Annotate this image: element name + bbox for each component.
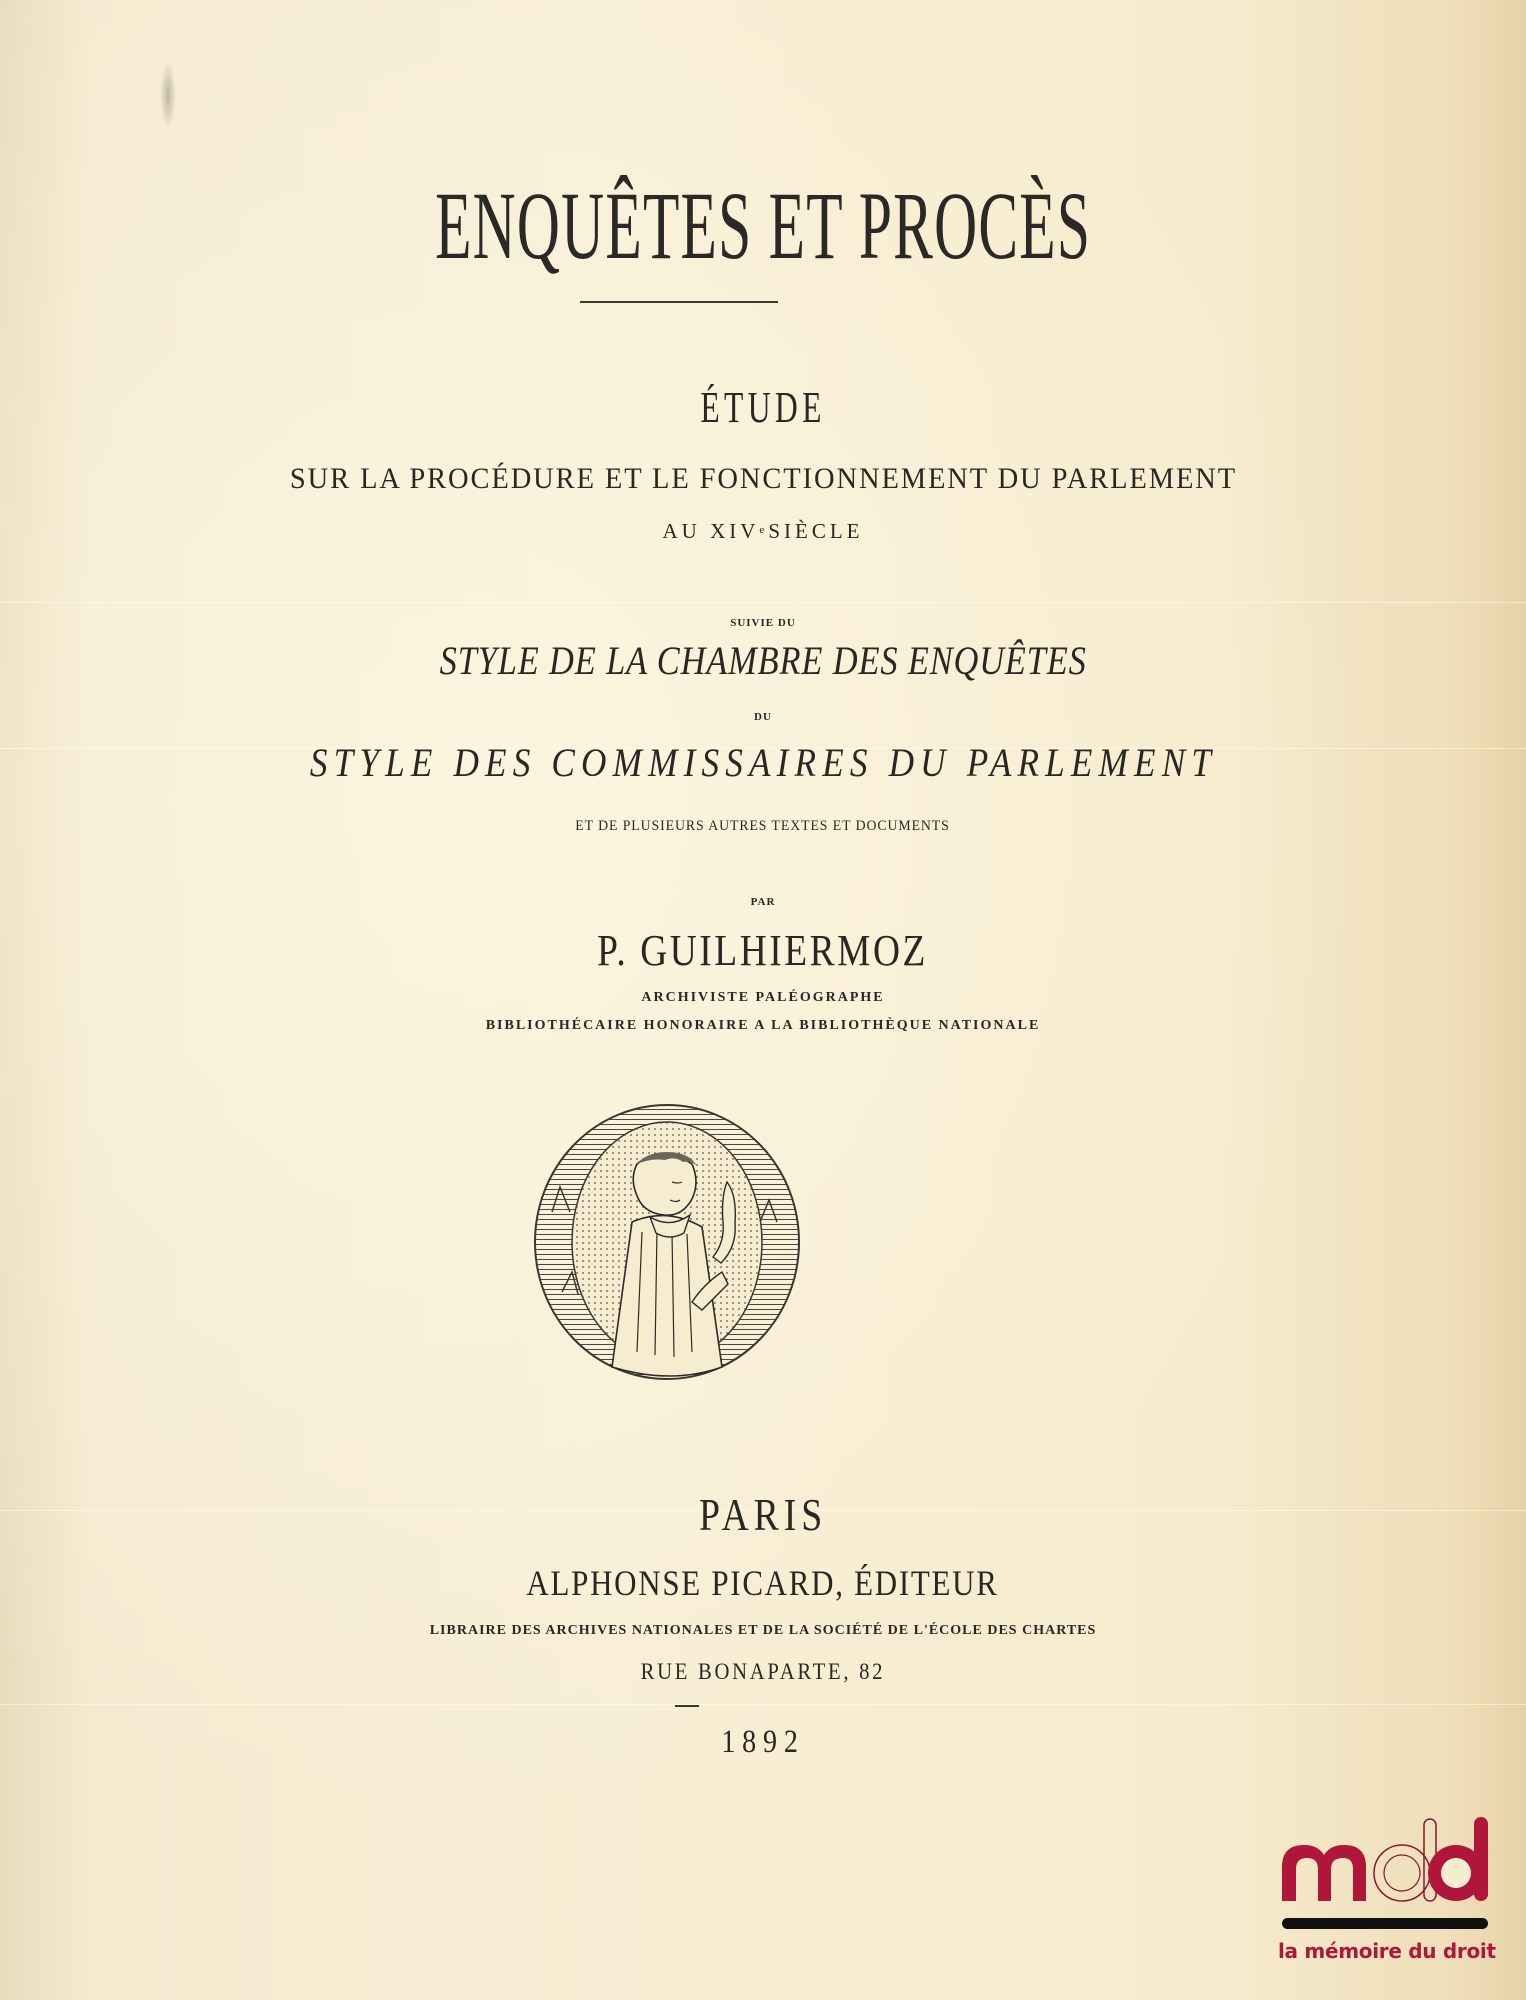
- imprint-city: PARIS: [698, 1489, 828, 1540]
- subtitle-heading: ÉTUDE: [700, 383, 826, 432]
- mdd-logo-icon: [1278, 1815, 1492, 1915]
- author-name: P. GUILHIERMOZ: [597, 926, 929, 975]
- author-title-2: BIBLIOTHÉCAIRE HONORAIRE A LA BIBLIOTHÈQUE NATIONALE: [485, 1018, 1041, 1033]
- book-title: ENQUÊTES ET PROCÈS: [434, 172, 1092, 279]
- work-title-1: STYLE DE LA CHAMBRE DES ENQUÊTES: [439, 638, 1087, 683]
- work-title-2: STYLE DES COMMISSAIRES DU PARLEMENT: [309, 740, 1217, 785]
- logo-tagline: la mémoire du droit: [1278, 1939, 1496, 1963]
- imprint-rule: [675, 1705, 699, 1707]
- imprint-year: 1892: [721, 1724, 805, 1760]
- imprint-publisher: ALPHONSE PICARD, ÉDITEUR: [526, 1563, 1000, 1603]
- century-line: AU XIVe SIÈCLE: [662, 519, 864, 543]
- scan-stripe: [0, 1704, 1526, 1705]
- imprint-address: RUE BONAPARTE, 82: [640, 1659, 886, 1684]
- connector-label: DU: [754, 711, 772, 723]
- subtitle-line: SUR LA PROCÉDURE ET LE FONCTIONNEMENT DU PARLEMENT: [289, 462, 1237, 495]
- followed-by-label: SUIVIE DU: [730, 617, 796, 629]
- imprint-publisher-description: LIBRAIRE DES ARCHIVES NATIONALES ET DE LA SOCIÉTÉ DE L'ÉCOLE DES CHARTES: [429, 1623, 1097, 1638]
- ink-stain: [160, 60, 176, 130]
- logo-bar: [1282, 1918, 1488, 1929]
- author-title-1: ARCHIVISTE PALÉOGRAPHE: [641, 990, 885, 1005]
- scan-stripe: [0, 602, 1526, 603]
- additional-texts: ET DE PLUSIEURS AUTRES TEXTES ET DOCUMENTS: [575, 818, 951, 834]
- mdd-watermark-logo: [1278, 1815, 1496, 1965]
- by-label: PAR: [750, 896, 776, 908]
- title-rule: [580, 301, 778, 303]
- medallion-engraving-icon: [532, 1102, 802, 1382]
